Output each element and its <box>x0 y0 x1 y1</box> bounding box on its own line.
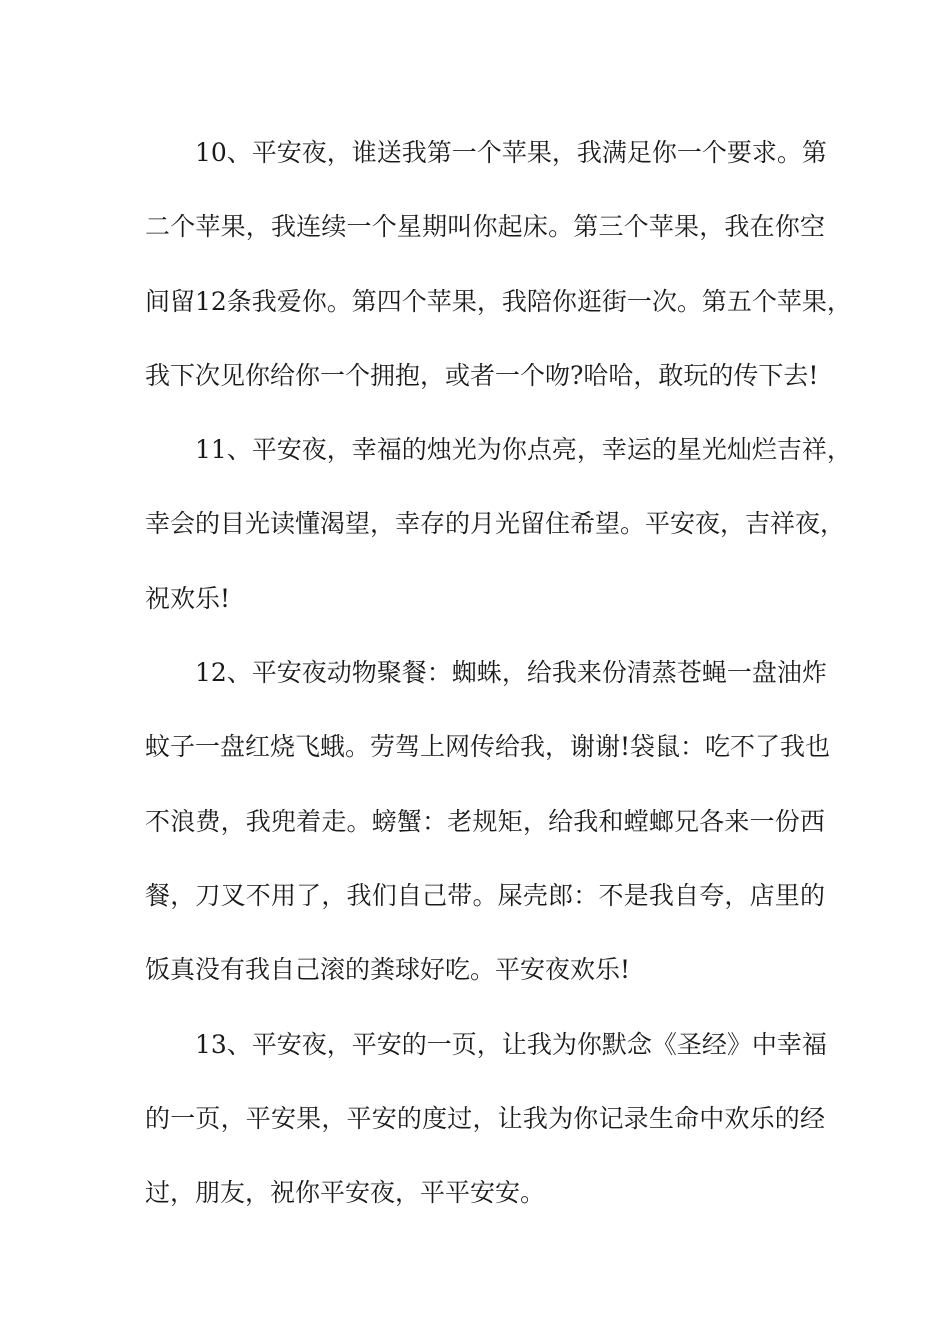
text-line: 我下次见你给你一个拥抱，或者一个吻?哈哈，敢玩的传下去! <box>145 360 819 390</box>
paragraph-11 <box>145 423 852 646</box>
text-line: 饭真没有我自己滚的粪球好吃。平安夜欢乐! <box>145 955 631 985</box>
text-line: 祝欢乐! <box>145 583 231 613</box>
paragraph-13 <box>145 1018 825 1241</box>
text-line: 蚊子一盘红烧飞蛾。劳驾上网传给我，谢谢!袋鼠：吃不了我也 <box>145 732 831 762</box>
text-line: 的一页，平安果，平安的度过，让我为你记录生命中欢乐的经 <box>145 1103 825 1133</box>
document-body <box>145 126 852 1240</box>
text-line: 不浪费，我兜着走。螃蟹：老规矩，给我和螳螂兄各来一份西 <box>145 806 825 836</box>
text-line: 餐，刀叉不用了，我们自己带。屎壳郎：不是我自夸，店里的 <box>145 880 825 910</box>
text-line: 二个苹果，我连续一个星期叫你起床。第三个苹果，我在你空 <box>145 212 825 242</box>
text-line: 间留12条我爱你。第四个苹果，我陪你逛街一次。第五个苹果， <box>145 286 852 316</box>
text-line: 幸会的目光读懂渴望，幸存的月光留住希望。平安夜，吉祥夜， <box>145 509 846 539</box>
paragraph-12 <box>145 646 831 1017</box>
text-line: 11、平安夜，幸福的烛光为你点亮，幸运的星光灿烂吉祥， <box>195 435 852 465</box>
text-line: 13、平安夜，平安的一页，让我为你默念《圣经》中幸福 <box>195 1029 827 1059</box>
text-line: 12、平安夜动物聚餐：蜘蛛，给我来份清蒸苍蝇一盘油炸 <box>195 658 827 688</box>
text-line: 10、平安夜，谁送我第一个苹果，我满足你一个要求。第 <box>195 138 827 167</box>
paragraph-10 <box>145 126 852 423</box>
text-line: 过，朋友，祝你平安夜，平平安安。 <box>145 1178 546 1208</box>
